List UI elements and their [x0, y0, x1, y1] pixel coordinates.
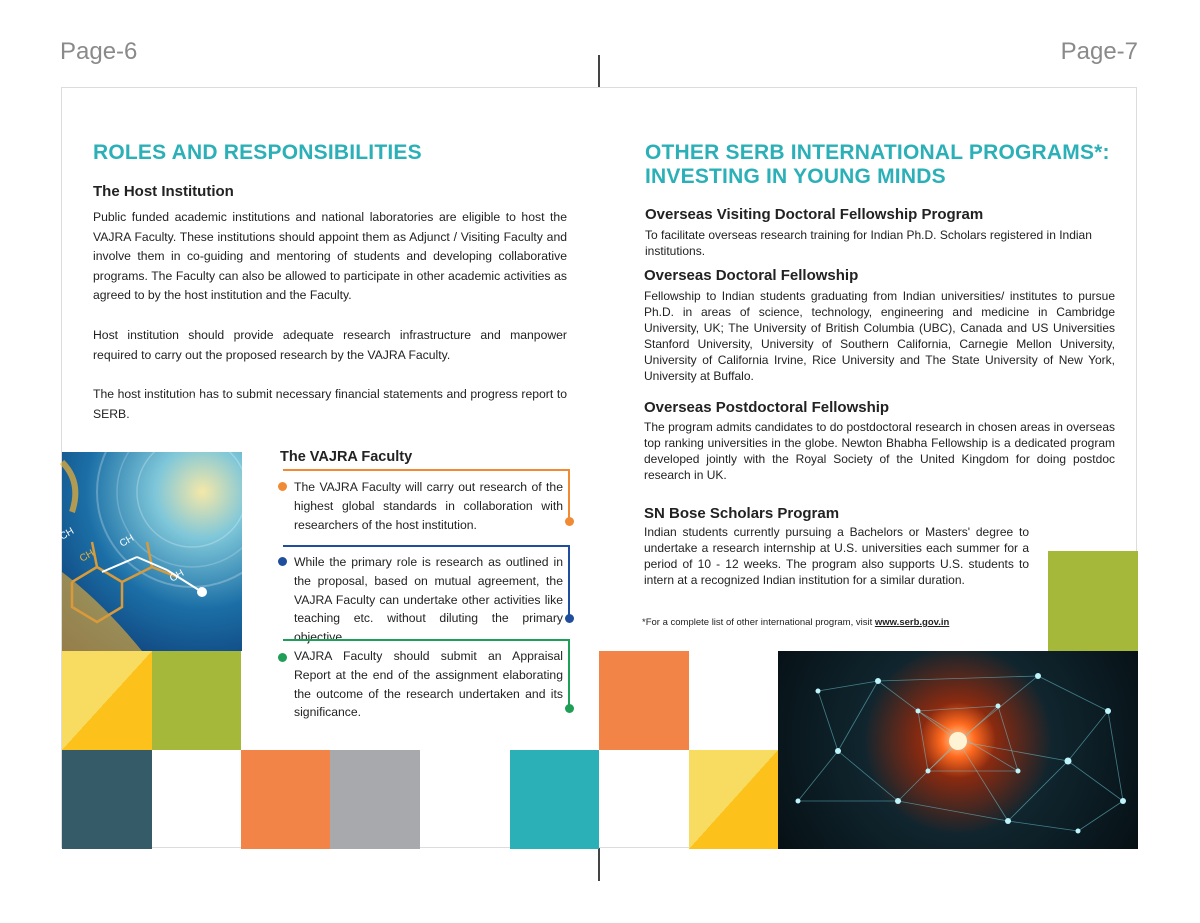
network-graphic-image — [778, 651, 1138, 849]
program-4-text: Indian students currently pursuing a Bachelors or Masters' degree to undertake a research internship at U.S. universities each summer for a period of 10 - 12 weeks. The program also supports U.S. students to intern at a recognized Indian institution for a similar duration. — [644, 525, 1029, 587]
faculty-point-2: While the primary role is research as outlined in the proposal, based on mutual agreement, the VAJRA Faculty can undertake other activities like teaching etc. without diluting the primary objective. — [294, 555, 563, 645]
tile-slate — [62, 750, 152, 849]
program-1-title: Overseas Visiting Doctoral Fellowship Program — [645, 206, 984, 223]
chemistry-molecule-image — [58, 452, 242, 651]
molecule-label-c: CH — [168, 567, 187, 585]
molecule-label-d: CH — [58, 525, 77, 543]
page-number-right: Page-7 — [1060, 38, 1138, 65]
program-3-title: Overseas Postdoctoral Fellowship — [644, 399, 890, 416]
tile-teal — [510, 750, 599, 849]
point-3-dot-start — [278, 653, 287, 662]
roles-heading: ROLES AND RESPONSIBILITIES — [93, 141, 422, 164]
faculty-point-1: The VAJRA Faculty will carry out research of the highest global standards in collaboration with researchers of the host institution. — [294, 480, 563, 532]
faculty-point-3: VAJRA Faculty should submit an Appraisal Report at the end of the assignment elaborating the outcome of the research undertaken and its significance. — [294, 649, 563, 720]
network-nodes-diagram — [778, 651, 1138, 849]
vajra-faculty-title: The VAJRA Faculty — [280, 449, 413, 465]
tile-grey — [330, 750, 420, 849]
tile-yellow-split-right — [689, 750, 778, 849]
molecule-label-a: CH — [118, 532, 137, 550]
program-1-text: To facilitate overseas research training for Indian Ph.D. Scholars registered in Indian institutions. — [645, 228, 1092, 258]
host-institution-title: The Host Institution — [93, 183, 234, 200]
crop-mark-top — [598, 55, 600, 87]
program-2-text: Fellowship to Indian students graduating from Indian universities/ institutes to pursue Ph.D. in areas of science, technology, engineering and medicine in Cambridge University, UK; The University of British Columbia (UBC), Canada and US Universities Stanford University, University of Southern California, Carnegie Mellon University, University of California Irvine, Rice University and The State University of New York, University at Buffalo. — [644, 289, 1115, 383]
tile-yellow-split — [62, 651, 152, 750]
page-number-left: Page-6 — [60, 38, 138, 65]
program-4-title: SN Bose Scholars Program — [644, 505, 840, 522]
crop-mark-bottom — [598, 848, 600, 881]
point-2-dot-end — [565, 614, 574, 623]
tile-olive-right — [1048, 551, 1138, 651]
point-1-dot-end — [565, 517, 574, 526]
molecule-label-b: CH — [78, 547, 97, 565]
tile-orange-right — [599, 651, 689, 750]
tile-olive — [152, 651, 241, 750]
serb-website-link[interactable]: www.serb.gov.in — [874, 617, 950, 628]
brochure-spread — [58, 87, 1137, 848]
program-3-text: The program admits candidates to do postdoctoral research in chosen areas in overseas top ranking universities in the globe. Newton Bhabha Fellowship is a dedicated program developed jointly with the Royal Society of the United Kingdom for doing postdoc research in UK. — [644, 420, 1115, 482]
footnote-text: *For a complete list of other international program, visit — [642, 617, 875, 628]
tile-orange-left — [241, 750, 330, 849]
host-paragraph-1: Public funded academic institutions and national laboratories are eligible to host the VAJRA Faculty. These institutions should appoint them as Adjunct / Visiting Faculty and involve them in co-guiding and mentoring of students and developing collaborative programs. The Faculty can also be allowed to participate in other academic activities as agreed to by the host institution and the Faculty. — [93, 210, 567, 303]
point-3-dot-end — [565, 704, 574, 713]
molecule-diagram — [58, 452, 242, 651]
programs-heading-line-1: OTHER SERB INTERNATIONAL PROGRAMS*: — [645, 141, 1110, 164]
point-1-dot-start — [278, 482, 287, 491]
program-2-title: Overseas Doctoral Fellowship — [644, 267, 859, 284]
footnote — [642, 617, 949, 628]
point-2-dot-start — [278, 557, 287, 566]
host-paragraph-3: The host institution has to submit necessary financial statements and progress report to SERB. — [93, 387, 567, 421]
programs-heading-line-2: INVESTING IN YOUNG MINDS — [645, 165, 946, 188]
host-paragraph-2: Host institution should provide adequate research infrastructure and manpower required to carry out the proposed research by the VAJRA Faculty. — [93, 328, 567, 362]
